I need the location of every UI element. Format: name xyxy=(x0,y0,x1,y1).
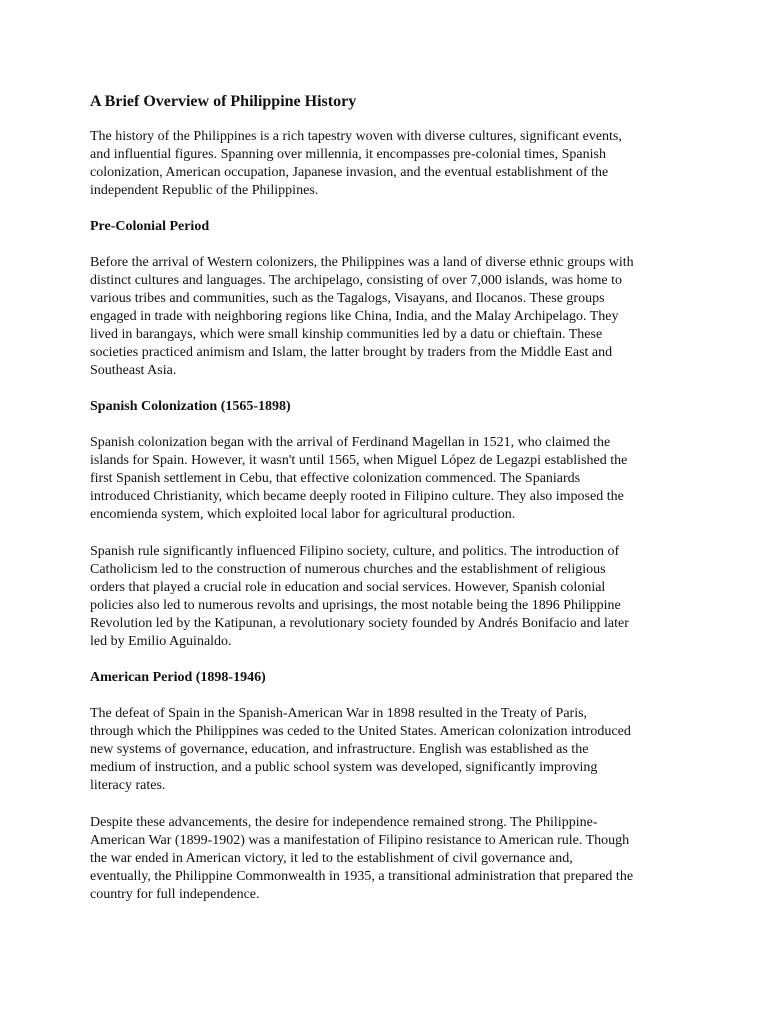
section-heading-american-period: American Period (1898-1946) xyxy=(90,670,266,685)
intro-paragraph: The history of the Philippines is a rich tapestry woven with diverse cultures, significant events, and influential figures. Spanning over millennia, it encompasses pre-colonial times, Spanish colonization, American occupation, Japanese invasion, and the eventual establishment of the independent Republic of the Philippines. xyxy=(90,129,622,198)
section-heading-pre-colonial: Pre-Colonial Period xyxy=(90,219,210,234)
document-content xyxy=(90,93,690,923)
paragraph-spanish-colonization-1: Spanish colonization began with the arrival of Ferdinand Magellan in 1521, who claimed the islands for Spain. However, it wasn't until 1565, when Miguel López de Legazpi established the first Spanish settlement in Cebu, that effective colonization commenced. The Spaniards introduced Christianity, which became deeply rooted in Filipino culture. They also imposed the encomienda system, which exploited local labor for agricultural production. xyxy=(90,435,628,522)
paragraph-pre-colonial: Before the arrival of Western colonizers, the Philippines was a land of diverse ethnic groups with distinct cultures and languages. The archipelago, consisting of over 7,000 islands, was home to various tribes and communities, such as the Tagalogs, Visayans, and Ilocanos. These groups engaged in trade with neighboring regions like China, India, and the Malay Archipelago. They lived in barangays, which were small kinship communities led by a datu or chieftain. These societies practiced animism and Islam, the latter brought by traders from the Middle East and Southeast Asia. xyxy=(90,255,634,378)
document-title: A Brief Overview of Philippine History xyxy=(90,93,357,110)
paragraph-american-period-2: Despite these advancements, the desire for independence remained strong. The Philippine- American War (1899-1902) was a manifestation of Filipino resistance to American rule. Though the war ended in American victory, it led to the establishment of civil governance and, eventually, the Philippine Commonwealth in 1935, a transitional administration that prepared the country for full independence. xyxy=(90,815,634,902)
paragraph-spanish-colonization-2: Spanish rule significantly influenced Filipino society, culture, and politics. The introduction of Catholicism led to the construction of numerous churches and the establishment of religious orders that played a crucial role in education and social services. However, Spanish colonial policies also led to numerous revolts and uprisings, the most notable being the 1896 Philippine Revolution led by the Katipunan, a revolutionary society founded by Andrés Bonifacio and later led by Emilio Aguinaldo. xyxy=(90,544,629,649)
paragraph-american-period-1: The defeat of Spain in the Spanish-American War in 1898 resulted in the Treaty of Paris, through which the Philippines was ceded to the United States. American colonization introduced new systems of governance, education, and infrastructure. English was established as the medium of instruction, and a public school system was developed, significantly improving literacy rates. xyxy=(90,706,631,793)
section-heading-spanish-colonization: Spanish Colonization (1565-1898) xyxy=(90,399,291,414)
